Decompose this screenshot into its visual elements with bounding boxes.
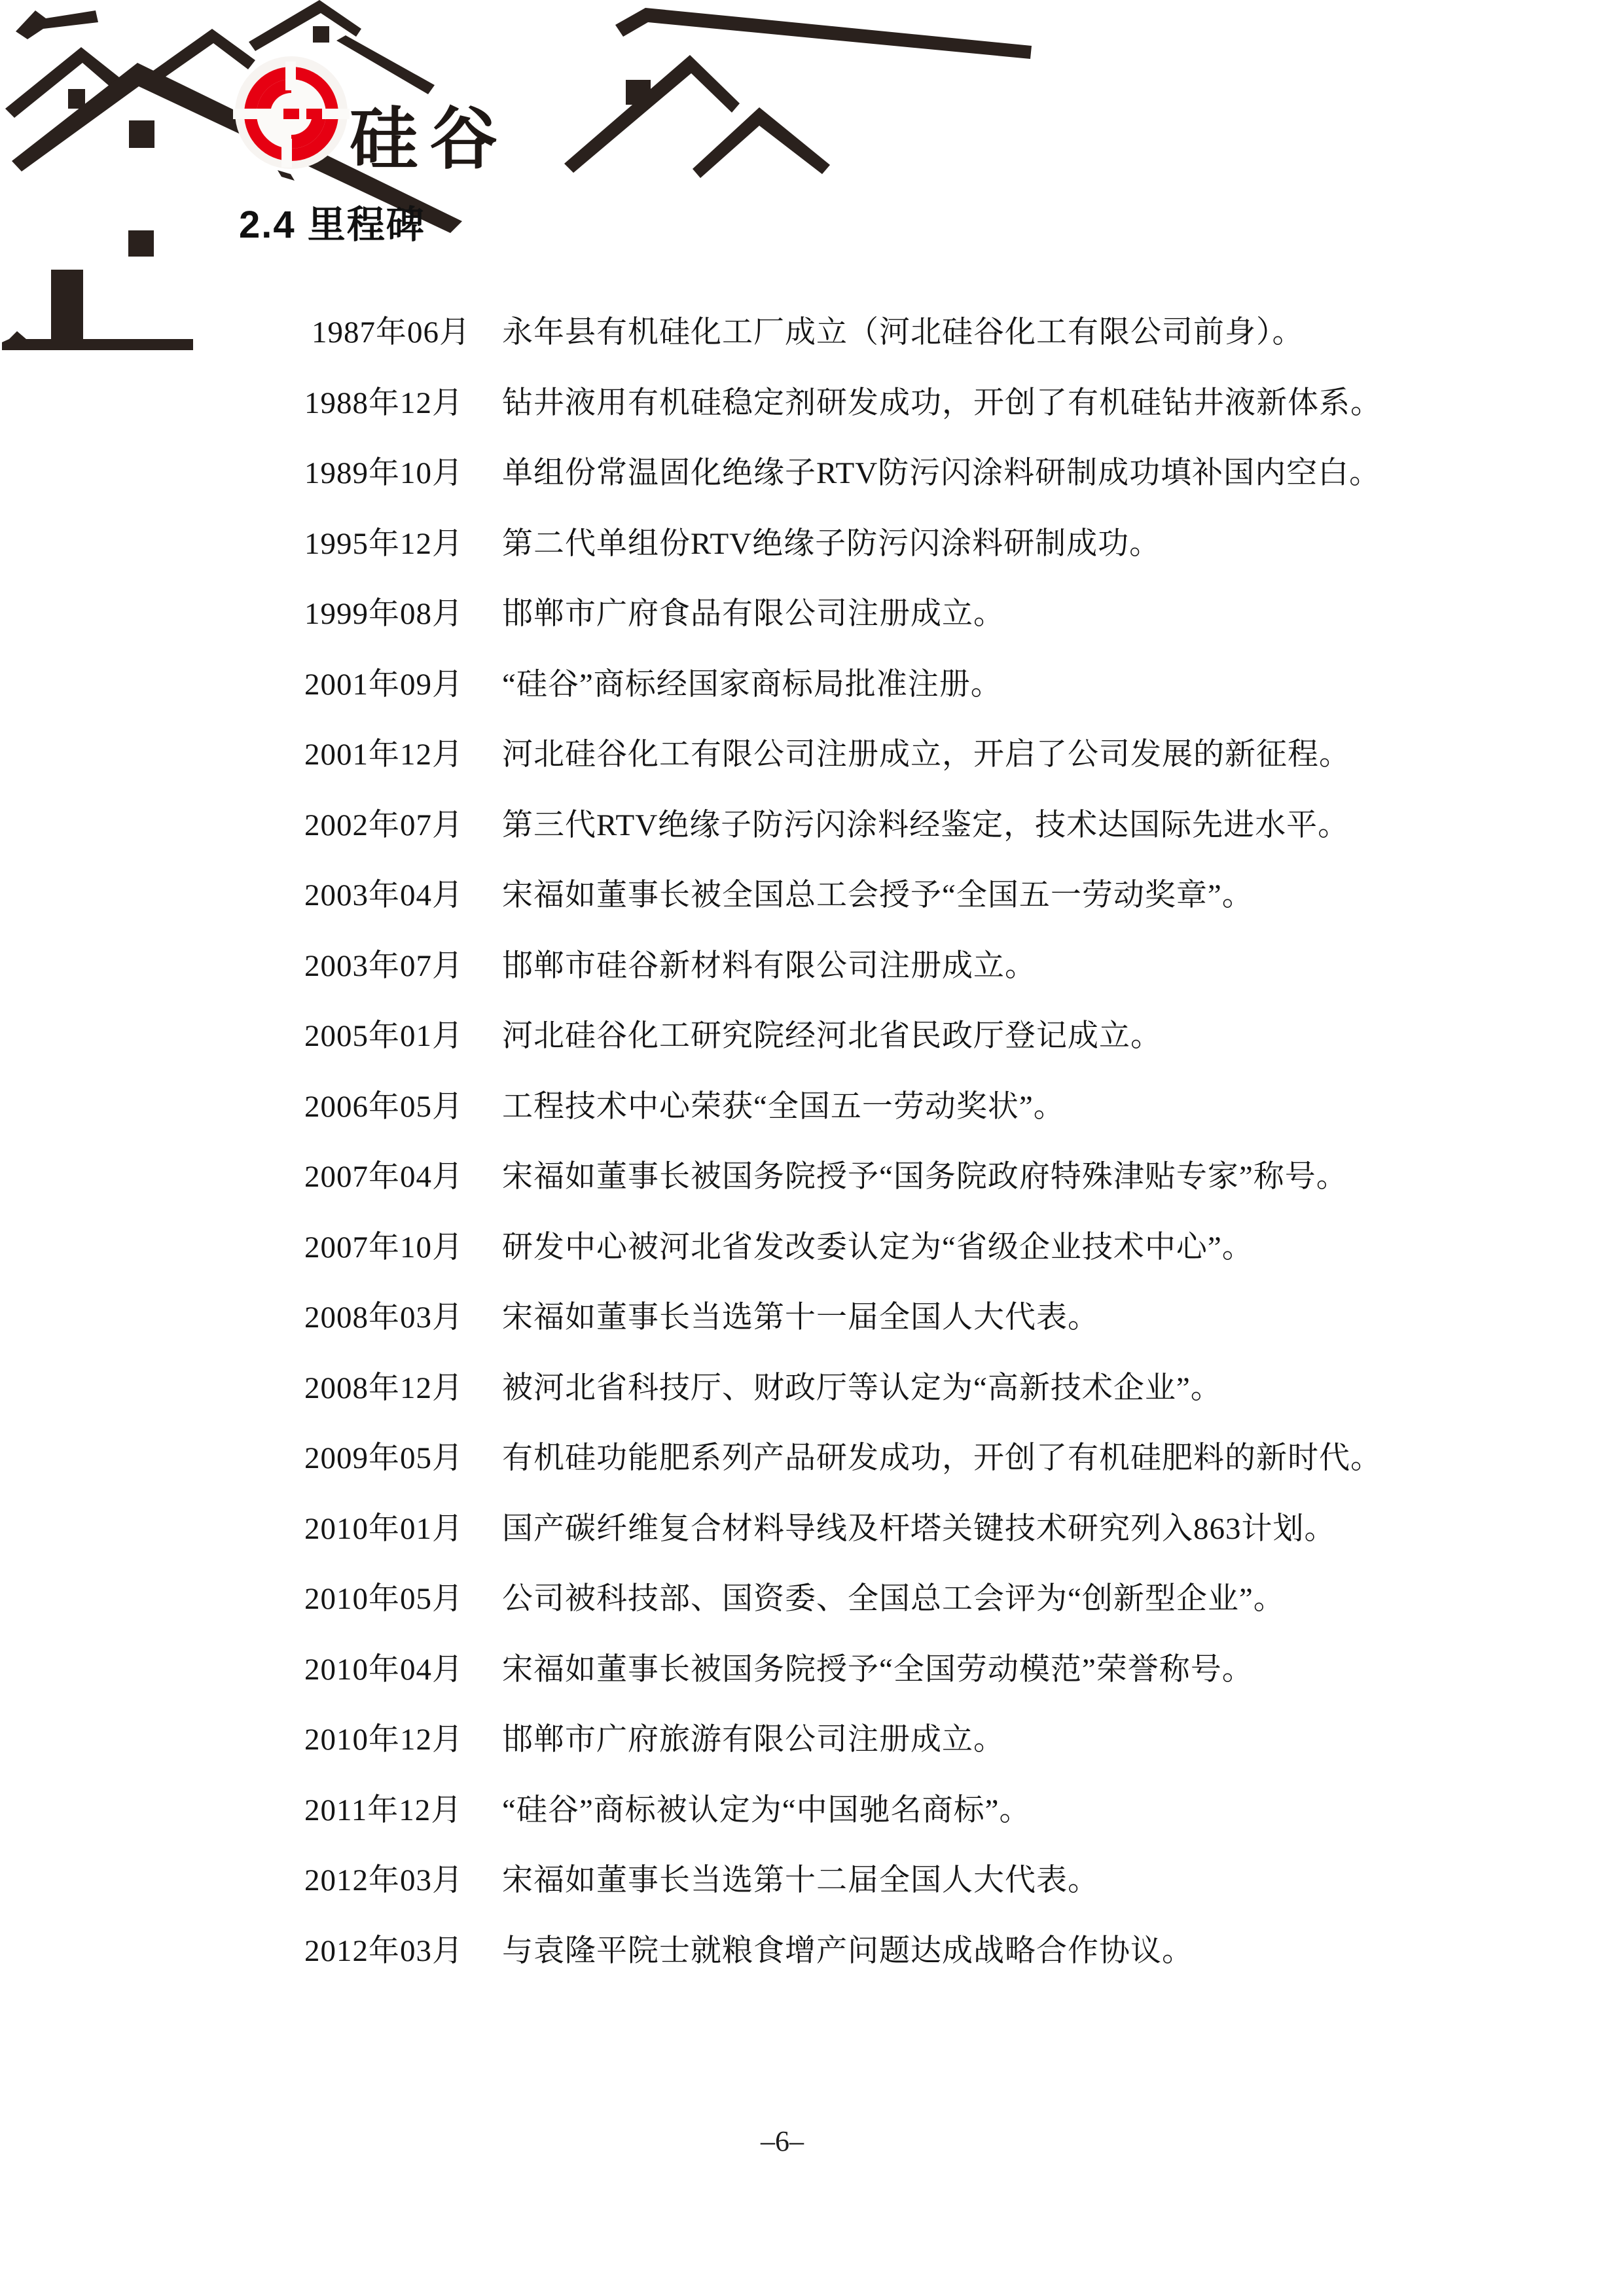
milestone-date: 2012年03月	[304, 1863, 463, 1897]
milestone-row	[0, 1363, 1624, 1434]
milestone-text: 公司被科技部、国资委、全国总工会评为“创新型企业”。	[502, 1582, 1285, 1616]
milestone-row	[0, 730, 1624, 800]
milestone-row	[0, 800, 1624, 871]
milestone-row	[0, 378, 1624, 449]
milestone-date: 2007年04月	[304, 1160, 463, 1194]
milestone-row	[0, 1082, 1624, 1153]
milestone-row	[0, 1856, 1624, 1926]
milestone-text: “硅谷”商标经国家商标局批准注册。	[502, 667, 1002, 702]
milestone-text: 宋福如董事长被国务院授予“国务院政府特殊津贴专家”称号。	[502, 1160, 1348, 1194]
brand-text: 硅谷	[350, 101, 510, 177]
rooftops-icon	[2, 0, 1032, 350]
milestone-text: 宋福如董事长被国务院授予“全国劳动模范”荣誉称号。	[502, 1652, 1254, 1687]
milestone-text: 宋福如董事长当选第十二届全国人大代表。	[502, 1863, 1099, 1897]
milestone-date: 2003年07月	[304, 948, 463, 983]
milestone-text: 与袁隆平院士就粮食增产问题达成战略合作协议。	[502, 1933, 1193, 1968]
milestone-row	[0, 1293, 1624, 1363]
milestone-date: 2011年12月	[304, 1793, 463, 1827]
section-heading: 2.4 里程碑	[239, 204, 425, 246]
milestone-date: 2003年04月	[304, 878, 463, 912]
milestone-row	[0, 1574, 1624, 1645]
milestone-text: 单组份常温固化绝缘子RTV防污闪涂料研制成功填补国内空白。	[502, 456, 1381, 490]
milestone-text: 钻井液用有机硅稳定剂研发成功，开创了有机硅钻井液新体系。	[502, 386, 1382, 420]
milestone-row	[0, 1223, 1624, 1293]
milestone-date: 1988年12月	[304, 386, 463, 420]
milestone-date: 2010年04月	[304, 1652, 463, 1687]
milestone-date: 2008年03月	[304, 1300, 463, 1335]
milestone-row	[0, 308, 1624, 378]
milestone-date: 1989年10月	[304, 456, 463, 490]
page-number: –6–	[761, 2125, 804, 2157]
milestone-row	[0, 1926, 1624, 1997]
milestone-date: 1987年06月	[312, 315, 471, 350]
milestone-row	[0, 448, 1624, 519]
milestone-date: 2010年05月	[304, 1582, 463, 1616]
milestone-text: 永年县有机硅化工厂成立（河北硅谷化工有限公司前身）。	[502, 315, 1304, 350]
milestone-date: 1995年12月	[304, 526, 463, 561]
milestone-text: “硅谷”商标被认定为“中国驰名商标”。	[502, 1793, 1031, 1827]
milestone-row	[0, 941, 1624, 1012]
milestone-date: 2010年01月	[304, 1511, 463, 1546]
milestone-date: 2001年09月	[304, 667, 463, 702]
milestone-row	[0, 1433, 1624, 1504]
milestone-row	[0, 1645, 1624, 1715]
milestone-row	[0, 1715, 1624, 1785]
milestone-date: 2006年05月	[304, 1089, 463, 1124]
milestone-date: 2005年01月	[304, 1019, 463, 1053]
milestone-row	[0, 660, 1624, 730]
milestone-row	[0, 589, 1624, 660]
milestone-text: 被河北省科技厅、财政厅等认定为“高新技术企业”。	[502, 1371, 1222, 1405]
milestone-row	[0, 1152, 1624, 1223]
milestone-text: 邯郸市广府旅游有限公司注册成立。	[502, 1723, 1005, 1757]
milestone-row	[0, 1011, 1624, 1082]
milestone-text: 工程技术中心荣获“全国五一劳动奖状”。	[502, 1089, 1065, 1124]
milestone-text: 有机硅功能肥系列产品研发成功，开创了有机硅肥料的新时代。	[502, 1441, 1382, 1475]
milestone-date: 2012年03月	[304, 1933, 463, 1968]
milestone-text: 河北硅谷化工研究院经河北省民政厅登记成立。	[502, 1019, 1162, 1053]
milestone-text: 研发中心被河北省发改委认定为“省级企业技术中心”。	[502, 1230, 1254, 1265]
milestone-date: 2001年12月	[304, 738, 463, 772]
milestone-text: 第二代单组份RTV绝缘子防污闪涂料研制成功。	[502, 526, 1161, 561]
milestone-date: 2010年12月	[304, 1723, 463, 1757]
milestones-list	[0, 308, 1624, 1996]
milestone-row	[0, 1504, 1624, 1575]
milestone-text: 宋福如董事长被全国总工会授予“全国五一劳动奖章”。	[502, 878, 1254, 912]
milestone-date: 2008年12月	[304, 1371, 463, 1405]
milestone-text: 邯郸市广府食品有限公司注册成立。	[502, 597, 1005, 631]
milestone-date: 2002年07月	[304, 808, 463, 842]
milestone-text: 宋福如董事长当选第十一届全国人大代表。	[502, 1300, 1099, 1335]
milestone-row	[0, 1785, 1624, 1856]
milestone-row	[0, 870, 1624, 941]
milestone-date: 2009年05月	[304, 1441, 463, 1475]
milestone-text: 国产碳纤维复合材料导线及杆塔关键技术研究列入863计划。	[502, 1511, 1336, 1546]
milestone-text: 河北硅谷化工有限公司注册成立，开启了公司发展的新征程。	[502, 738, 1350, 772]
milestone-date: 1999年08月	[304, 597, 463, 631]
milestone-date: 2007年10月	[304, 1230, 463, 1265]
milestone-row	[0, 519, 1624, 590]
milestone-text: 第三代RTV绝缘子防污闪涂料经鉴定，技术达国际先进水平。	[502, 808, 1350, 842]
milestone-text: 邯郸市硅谷新材料有限公司注册成立。	[502, 948, 1036, 983]
